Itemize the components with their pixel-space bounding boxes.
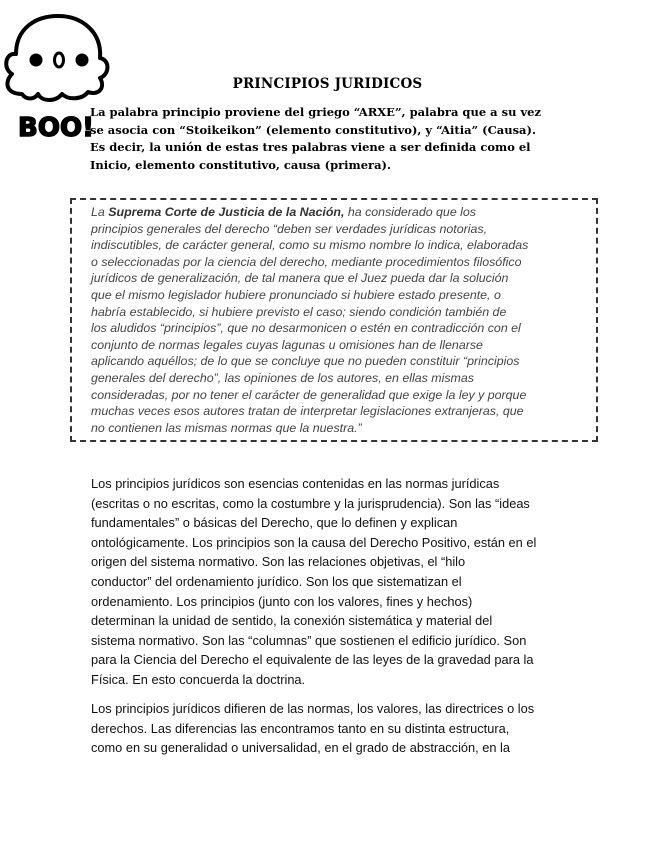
quote-prefix: La [91,205,109,219]
quote-block [91,204,596,436]
boo-lettering: BOO! [18,113,94,143]
page-title: PRINCIPIOS JURIDICOS [232,76,423,92]
intro-paragraph: La palabra principio proviene del griego “ARXE”, palabra que a su vez se asocia con “Stoikeikon” (elemento constitutivo), y “Aitia” (Causa). Es decir, la unión de estas tres palabras viene a ser definida como el Inicio, elemento constitutivo, causa (primera). [90,105,541,172]
body-paragraph-1: Los principios jurídicos son esencias contenidas en las normas jurídicas (escritas o no escritas, como la costumbre y la jurisprudencia). Son las “ideas fundamentales” o básicas del Derecho, que lo definen y explican ontológicamente. Los principios son la causa del Derecho Positivo, están en el origen del sistema normativo. Son las relaciones objetivas, el “hilo conductor” del ordenamiento jurídico. Son los que sistematizan el ordenamiento. Los principios (junto con los valores, fines y hechos) determinan la unidad de sentido, la conexión sistemática y material del sistema normativo. Son las “columnas” que sostienen el edificio jurídico. Son para la Ciencia del Derecho el equivalente de las leyes de la gravedad para la Física. En esto concuerda la doctrina. [91,476,537,687]
quote-emphasis: Suprema Corte de Justicia de la Nación, [108,205,345,219]
body-paragraph-2: Los principios jurídicos difieren de las normas, los valores, las directrices o los derechos. Las diferencias las encontramos tanto en su distinta estructura, como en su generalidad o universalidad, en el grado de abstracción, en la [91,701,535,756]
quote-body: ha considerado que los principios generales del derecho “deben ser verdades jurídicas notorias, indiscutibles, de carácter general, como su mismo nombre lo indica, elaboradas o seleccionadas por la ciencia del derecho, mediante procedimientos filosófico jurídicos de generalización, de tal manera que el Juez pueda dar la solución que el mismo legislador hubiere pronunciado si hubiere estado presente, o habría establecido, si hubiere previsto el caso; siendo condición también de los aludidos “principios”, que no desarmonicen o estén en contradicción con el conjunto de normas legales cuyas lagunas u omisiones han de llenarse aplicando aquéllos; de lo que se concluye que no pueden constituir “principios generales del derecho”, las opiniones de los autores, en ellas mismas consideradas, por no tener el carácter de generalidad que exige la ley y porque muchas veces esos autores tratan de interpretar legislaciones extranjeras, que no contienen las mismas normas que la nuestra.” [91,205,529,435]
